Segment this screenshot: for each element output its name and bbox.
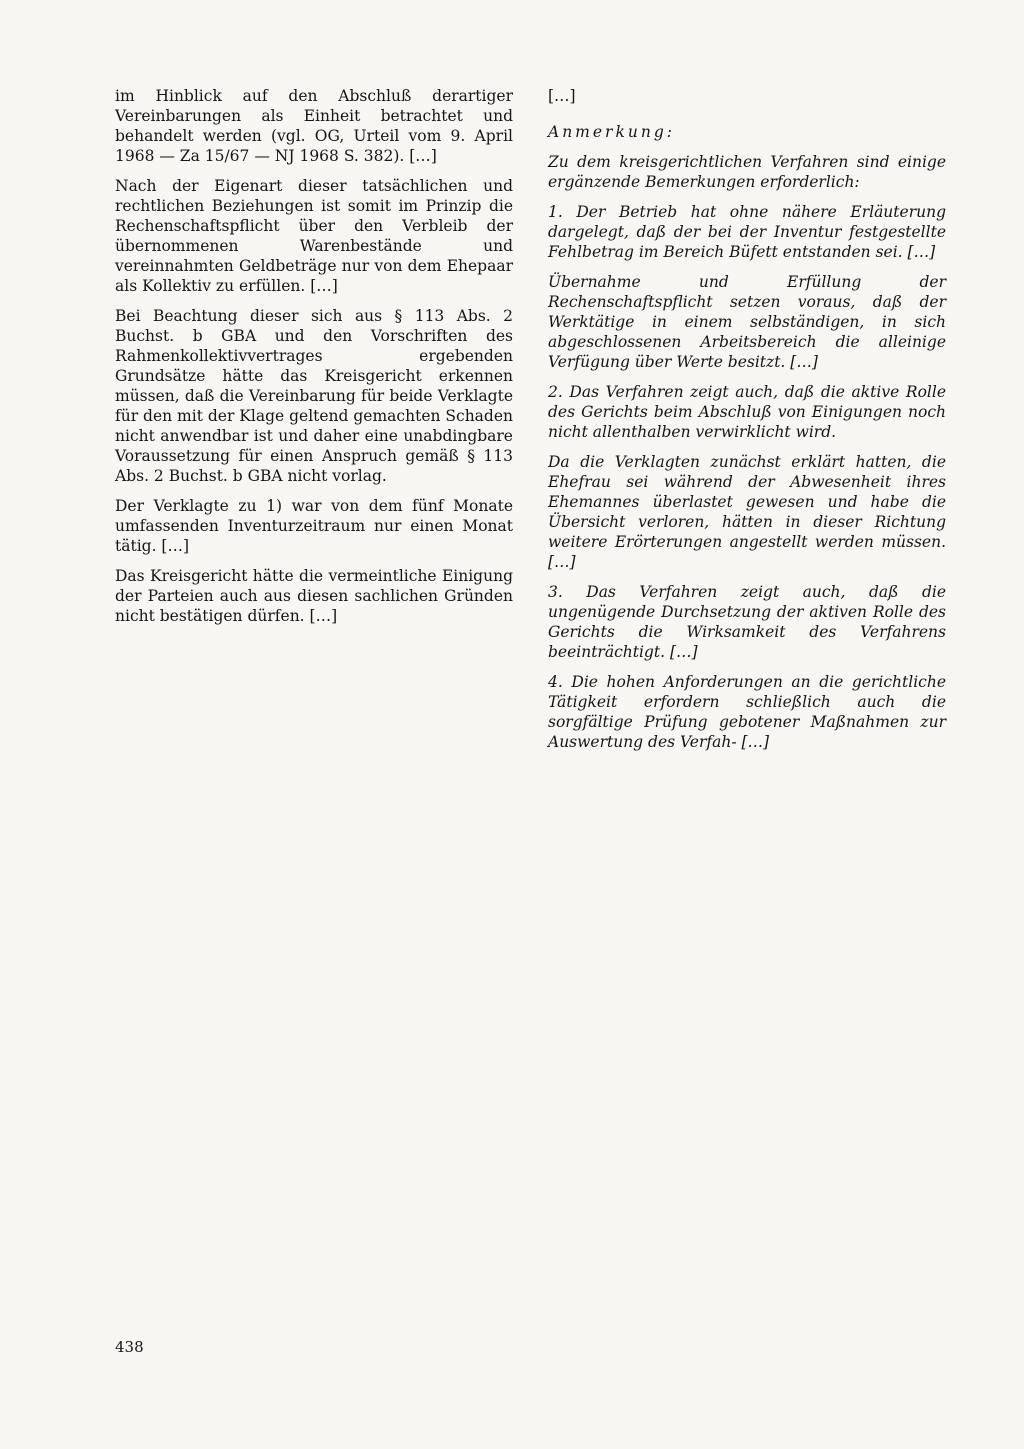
right-column [548,86,946,762]
page-number: 438 [115,1338,144,1356]
left-paragraph-1: im Hinblick auf den Abschluß derartiger Vereinbarungen als Einheit betrachtet und behandelt werden (vgl. OG, Urteil vom 9. April 1968 — Za 15/67 — NJ 1968 S. 382). […] [115,87,513,165]
left-paragraph-2: Nach der Eigenart dieser tatsächlichen und rechtlichen Beziehungen ist somit im Prinzip die Rechenschaftspflicht über den Verbleib der übernommenen Warenbestände und vereinnahmten Geldbeträge nur von dem Ehepaar als Kollektiv zu erfüllen. […] [115,177,513,295]
right-paragraph-2: 2. Das Verfahren zeigt auch, daß die aktive Rolle des Gerichts beim Abschluß von Einigungen noch nicht allenthalben verwirklicht wird. [548,383,946,441]
right-paragraph-intro: Zu dem kreisgerichtlichen Verfahren sind einige ergänzende Bemerkungen erforderlich: [548,153,946,191]
right-paragraph-4: 4. Die hohen Anforderungen an die gerichtliche Tätigkeit erfordern schließlich auch die sorgfältige Prüfung gebotener Maßnahmen zur Auswertung des Verfah- […] [548,673,946,751]
right-lead-paragraph: […] [548,87,576,105]
right-paragraph-3: 3. Das Verfahren zeigt auch, daß die ungenügende Durchsetzung der aktiven Rolle des Gerichts die Wirksamkeit des Verfahrens beeinträchtigt. […] [548,583,946,661]
right-paragraph-2b: Da die Verklagten zunächst erklärt hatten, die Ehefrau sei während der Abwesenheit ihres Ehemannes überlastet gewesen und habe die Übersicht verloren, hätten in dieser Richtung weitere Erörterungen angestellt werden müssen. […] [548,453,946,571]
left-paragraph-4: Der Verklagte zu 1) war von dem fünf Monate umfassenden Inventurzeitraum nur einen Monat tätig. […] [115,497,513,555]
left-paragraph-5: Das Kreisgericht hätte die vermeintliche Einigung der Parteien auch aus diesen sachlichen Gründen nicht bestätigen dürfen. […] [115,567,513,625]
right-paragraph-1b: Übernahme und Erfüllung der Rechenschaftspflicht setzen voraus, daß der Werktätige in einem selbständigen, in sich abgeschlossenen Arbeitsbereich die alleinige Verfügung über Werte besitzt. […] [548,273,946,371]
annotation-heading: Anmerkung: [548,123,675,141]
left-column [115,86,513,636]
right-paragraph-1: 1. Der Betrieb hat ohne nähere Erläuterung dargelegt, daß der bei der Inventur festgestellte Fehlbetrag im Bereich Büfett entstanden sei. […] [548,203,946,261]
left-paragraph-3: Bei Beachtung dieser sich aus § 113 Abs. 2 Buchst. b GBA und den Vorschriften des Rahmenkollektivvertrages ergebenden Grundsätze hätte das Kreisgericht erkennen müssen, daß die Vereinbarung für beide Verklagte für den mit der Klage geltend gemachten Schaden nicht anwendbar ist und daher eine unabdingbare Voraussetzung für einen Anspruch gemäß § 113 Abs. 2 Buchst. b GBA nicht vorlag. [115,307,513,485]
